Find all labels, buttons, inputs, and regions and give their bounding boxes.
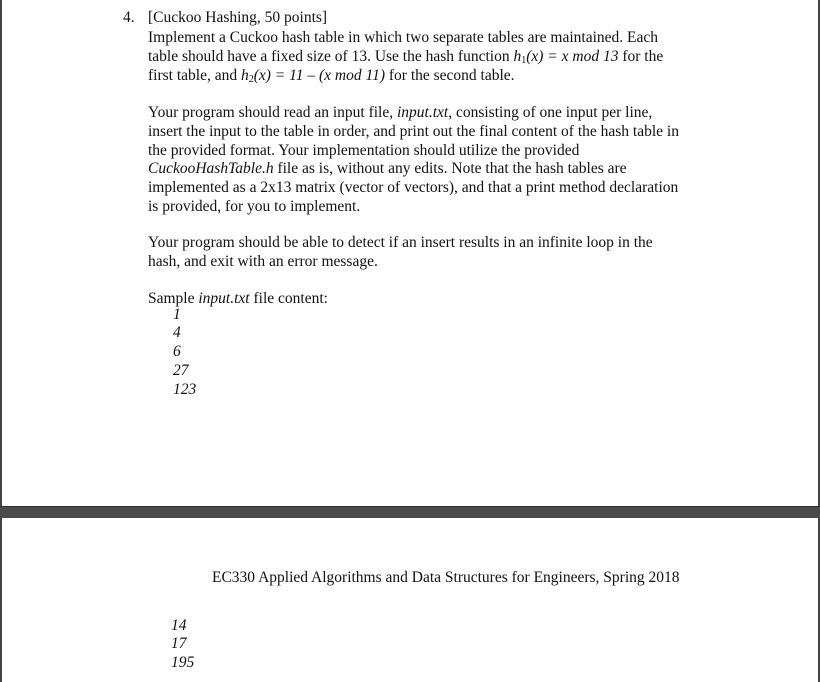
para2-line1: Your program should read an input file, input.txt, consisting of one input per line, (148, 104, 653, 121)
sample-value: 6 (173, 343, 181, 360)
para2-line6: is provided, for you to implement. (148, 198, 361, 215)
sample-value: 14 (171, 617, 187, 634)
para2-line4: CuckooHashTable.h file as is, without any edits. Note that the hash tables are (148, 160, 627, 177)
para2-line2: insert the input to the table in order, and print out the final content of the hash table in (148, 123, 679, 140)
document-page-2 (0, 518, 820, 682)
question-number: 4. (123, 9, 135, 26)
sample-label: Sample input.txt file content: (148, 290, 328, 307)
sample-value: 27 (173, 362, 189, 379)
sample-value: 123 (173, 381, 197, 398)
para1-line1: Implement a Cuckoo hash table in which two separate tables are maintained. Each (148, 29, 659, 46)
sample-value: 195 (171, 654, 195, 671)
sample-value: 17 (171, 635, 187, 652)
para3-line2: hash, and exit with an error message. (148, 253, 378, 270)
para2-line5: implemented as a 2x13 matrix (vector of vectors), and that a print method declaration (148, 179, 679, 196)
para3-line1: Your program should be able to detect if an insert results in an infinite loop in the (148, 234, 653, 251)
para1-line3: first table, and $h_2(x) = 11 - (x$ mod 11) for the second table. (148, 67, 515, 85)
sample-value: 4 (173, 324, 181, 341)
para2-line3: the provided format. Your implementation should utilize the provided (148, 142, 580, 159)
para1-line2: table should have a fixed size of 13. Use the hash function $h_1(x) = x$ mod 13 for the (148, 48, 664, 66)
page-footer: EC330 Applied Algorithms and Data Structures for Engineers, Spring 2018 (212, 569, 680, 586)
h1-function: h (513, 48, 522, 65)
question-header: [Cuckoo Hashing, 50 points] (148, 9, 328, 26)
h2-function: h (240, 67, 249, 84)
sample-value: 1 (173, 306, 181, 323)
page-break (0, 506, 820, 518)
